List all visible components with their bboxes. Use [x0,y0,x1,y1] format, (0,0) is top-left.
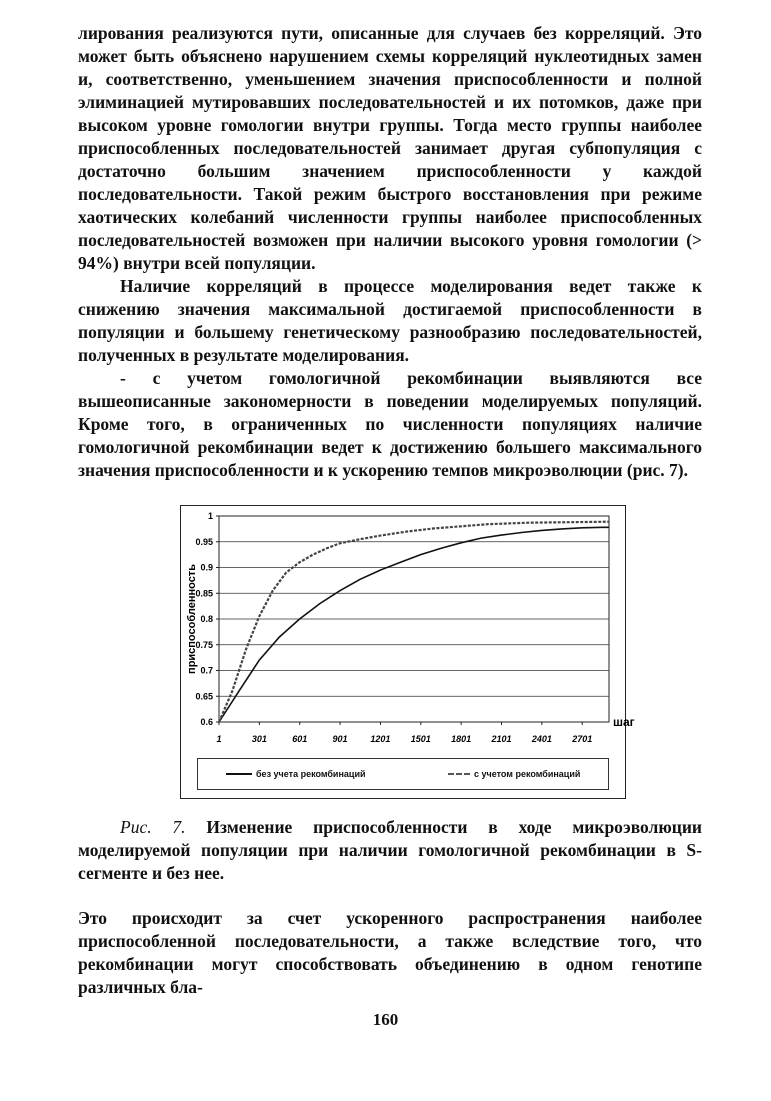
x-axis-label: шаг [613,715,635,729]
y-tick-label: 0.65 [195,691,213,702]
y-tick-label: 0.6 [200,717,213,727]
body-text-bottom [78,907,702,999]
caption-text: Изменение приспособленности в ходе микроэволюции моделируемой популяции при наличии гомологичной рекомбинации в S-сегменте и без нее. [78,817,702,883]
y-tick-label: 0.8 [200,614,213,624]
legend-item-with-recombination [448,769,580,779]
solid-line-swatch-icon [226,773,252,775]
caption-label: Рис. 7. [120,817,186,837]
x-tick-label: 1501 [410,734,431,744]
series-line-no-recombination [219,527,609,722]
legend-label-with-recombination: с учетом рекомбинаций [474,769,581,779]
x-tick-label: 1201 [370,734,391,744]
figure-caption [78,816,702,885]
figure-7-chart [180,505,635,799]
y-tick-label: 0.85 [195,588,213,599]
y-tick-label: 0.95 [195,536,213,547]
series-line-with-recombination [219,522,609,722]
page-number: 160 [372,1010,399,1029]
paragraph-3: - с учетом гомологичной рекомбинации выявляются все вышеописанные закономерности в поведении моделируемых популяций. Кроме того, в ограниченных по численности популяциях наличие гомологичной рекомбинации ведет к достижению большего максимального значения приспособленности и к ускорению темпов микроэволюции (рис. 7). [78,368,702,480]
paragraph-1: лирования реализуются пути, описанные для случаев без корреляций. Это может быть объяснено нарушением схемы корреляций нуклеотидных замен и, соответственно, уменьшением значения приспособленности и полной элиминацией мутировавших последовательностей и их потомков, даже при высоком уровне гомологии внутри группы. Тогда место группы наиболее приспособленных последовательностей занимает другая субпопуляция с достаточно большим значением приспособленности у каждой последовательности. Такой режим быстрого восстановления при режиме хаотических колебаний численности группы наиболее приспособленных последовательностей возможен при наличии высокого уровня гомологии (> 94%) внутри всей популяции. [78,23,702,273]
legend-item-no-recombination [226,769,366,779]
x-tick-label: 2101 [491,734,512,744]
x-tick-label: 2401 [531,734,552,744]
y-axis-label: приспособленность [186,564,198,674]
paragraph-2: Наличие корреляций в процессе моделирования ведет также к снижению значения максимальной достигаемой приспособленности в популяции и большему генетическому разнообразию последовательностей, полученных в результате моделирования. [78,276,702,365]
y-tick-label: 0.9 [200,562,213,573]
dashed-line-swatch-icon [448,773,470,775]
chart-legend [197,758,609,790]
x-tick-label: 1 [216,734,222,744]
x-tick-label: 2701 [572,734,593,744]
y-tick-label: 1 [207,511,213,521]
body-text-top [78,22,702,482]
x-tick-label: 301 [251,734,267,744]
paragraph-4: Это происходит за счет ускоренного распространения наиболее приспособленной последовательности, а также вследствие того, что рекомбинации могут способствовать объединению в одном генотипе различных бла- [78,908,702,997]
y-tick-label: 0.7 [200,665,213,676]
legend-label-no-recombination: без учета рекомбинаций [256,769,366,779]
x-tick-label: 1801 [451,734,472,744]
x-tick-label: 601 [292,734,308,744]
y-tick-label: 0.75 [195,639,213,650]
x-tick-label: 901 [332,734,348,744]
fitness-line-chart [181,506,635,800]
